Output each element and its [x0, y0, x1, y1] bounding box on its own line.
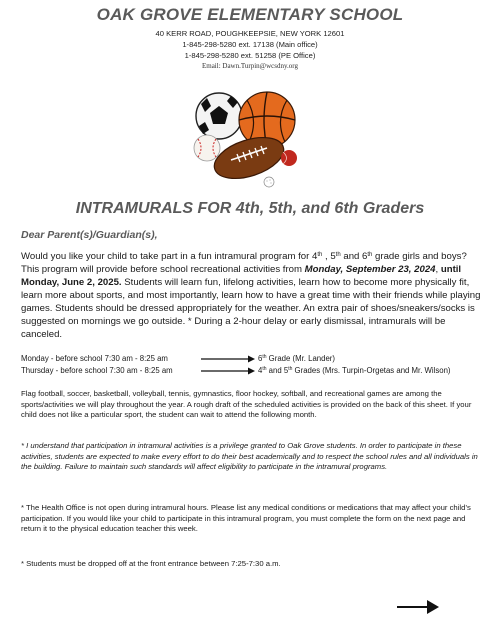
sports-balls-illustration [187, 86, 305, 190]
arrow-right-icon [397, 598, 439, 616]
phone-main-office: 1-845-298-5280 ext. 17138 (Main office) [182, 40, 318, 49]
contact-email: Email: Dawn.Turpin@wcsdny.org [201, 62, 299, 70]
sports-paragraph: Flag football, soccer, basketball, volleyball, tennis, gymnastics, floor hockey, softball, and recreational games are among the sports/activities we will play throughout the year. A rough draft of the scheduled activities is provided on the back of this sheet. If your child does not like a particular sport, the student can wait to attend the following month. [21, 389, 472, 420]
page-title: INTRAMURALS FOR 4th, 5th, and 6th Graders [75, 200, 425, 217]
privilege-paragraph: * I understand that participation in intramural activities is a privilege granted to Oak Grove students. In order to participate in these activities, students are expected to make every effort to do their best academically and to respect the school rules and all individuals in the building. Failure to maintain such standards will affect eligibility to participate in the intramural programs. [21, 441, 478, 472]
arrow-right-icon [201, 354, 255, 364]
intro-paragraph: Would you like your child to take part in a fun intramural program for 4th , 5th and 6th grade girls and boys? This program will provide before school recreational activities from Monday, September 23, 2024, until Monday, June 2, 2025. Students will learn fun, lifelong activities, learn how to become more physically fit, learn more about sports, and most importantly, learn how to have a great time with their friends while playing games. Students should be dressed appropriately for the weather. An extra pair of shoes/sneakers/socks is suggested on mornings we go outside. * During a 2-hour delay or early dismissal, intramurals will be canceled. [21, 251, 481, 340]
health-paragraph: * The Health Office is not open during intramural hours. Please list any medical conditions or medications that may affect your child’s participation. If you would like your child to participate in this intramural program, you must complete the form on the next page and return it to the physical education teacher this week. [21, 503, 471, 534]
arrow-right-icon [201, 366, 255, 376]
dropoff-note: * Students must be dropped off at the front entrance between 7:25-7:30 a.m. [21, 559, 281, 568]
schedule-row-monday: Monday - before school 7:30 am - 8:25 am 6th Grade (Mr. Lander) [21, 354, 335, 363]
greeting: Dear Parent(s)/Guardian(s), [21, 229, 158, 241]
start-date: Monday, September 23, 2024 [304, 264, 436, 275]
phone-pe-office: 1-845-298-5280 ext. 51258 (PE Office) [184, 51, 316, 60]
end-date: until Monday, June 2, 2025. [21, 264, 462, 288]
school-address: 40 KERR ROAD, POUGHKEEPSIE, NEW YORK 12601 [155, 29, 345, 38]
schedule-row-thursday: Thursday - before school 7:30 am - 8:25 am 4th and 5th Grades (Mrs. Turpin-Orgetas and Mr. Wilson) [21, 366, 451, 375]
school-name: OAK GROVE ELEMENTARY SCHOOL [96, 5, 404, 24]
